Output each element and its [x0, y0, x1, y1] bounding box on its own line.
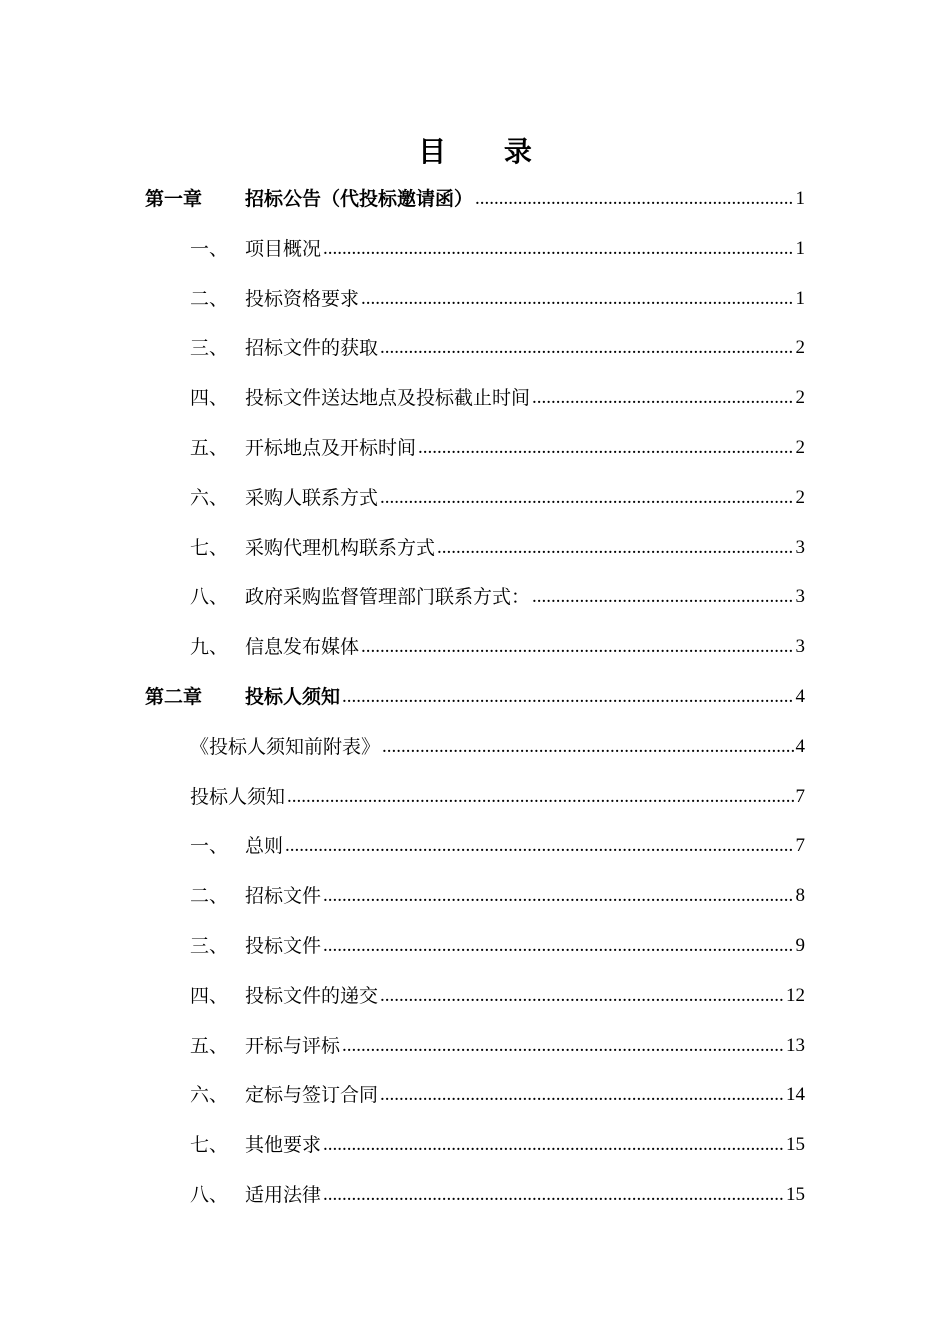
toc-entry-page-number: 1	[795, 188, 805, 209]
toc-dot-leader	[361, 286, 793, 312]
toc-entry-number: 五、	[190, 1034, 229, 1057]
toc-dot-leader	[380, 485, 793, 511]
toc-entry-number: 一、	[190, 835, 229, 858]
toc-entry[interactable]	[145, 1023, 805, 1059]
toc-entry[interactable]	[145, 226, 805, 262]
toc-entry-label: 《投标人须知前附表》	[190, 735, 381, 758]
toc-entry-number: 七、	[190, 536, 229, 559]
toc-entry-page-number: 8	[795, 885, 805, 907]
toc-entry-label: 招标公告（代投标邀请函）	[245, 188, 474, 210]
toc-entry-page-number: 4	[795, 686, 805, 707]
toc-entry[interactable]	[145, 923, 805, 959]
toc-entry-number: 五、	[190, 437, 229, 459]
toc-entry-number: 一、	[190, 237, 229, 260]
toc-entry[interactable]	[145, 674, 805, 710]
toc-entry[interactable]	[145, 774, 805, 810]
toc-dot-leader	[532, 584, 793, 610]
toc-entry[interactable]	[145, 873, 805, 909]
toc-dot-leader	[361, 634, 793, 660]
toc-entry[interactable]	[145, 525, 805, 561]
toc-entry-page-number: 2	[795, 387, 805, 409]
toc-entry[interactable]	[145, 425, 805, 461]
toc-entry-page-number: 3	[795, 536, 805, 558]
toc-dot-leader	[323, 1182, 784, 1208]
toc-entry-page-number: 7	[795, 835, 805, 857]
toc-entry-label: 定标与签订合同	[245, 1084, 379, 1107]
toc-entry[interactable]	[145, 973, 805, 1009]
toc-entry-label: 开标地点及开标时间	[245, 437, 417, 459]
toc-dot-leader	[285, 833, 793, 859]
toc-entry-label: 投标文件送达地点及投标截止时间	[245, 387, 531, 410]
toc-entry[interactable]	[145, 1122, 805, 1158]
toc-entry[interactable]	[145, 1072, 805, 1108]
toc-entry-number: 三、	[190, 935, 229, 957]
toc-entry[interactable]	[145, 823, 805, 859]
toc-title: 目 录	[418, 135, 556, 168]
toc-entry[interactable]	[145, 325, 805, 361]
toc-entry-page-number: 3	[795, 636, 805, 658]
toc-entry-page-number: 2	[795, 337, 805, 359]
toc-entry[interactable]	[145, 375, 805, 411]
toc-entry-label: 投标文件的递交	[245, 984, 379, 1007]
toc-entry[interactable]	[145, 1172, 805, 1208]
toc-entry-label: 招标文件	[245, 885, 322, 908]
toc-entry-number: 二、	[190, 885, 229, 908]
toc-entry-number: 八、	[190, 1184, 229, 1206]
toc-entry-label: 开标与评标	[245, 1034, 341, 1057]
toc-entry-page-number: 3	[795, 586, 805, 608]
toc-entry-label: 项目概况	[245, 237, 322, 260]
toc-entry-label: 投标人须知	[245, 686, 341, 708]
toc-entry-number: 七、	[190, 1134, 229, 1157]
toc-entry-page-number: 15	[786, 1184, 805, 1205]
toc-dot-leader	[382, 734, 793, 760]
toc-entry-page-number: 13	[786, 1034, 805, 1056]
toc-entry-number: 四、	[190, 387, 229, 410]
toc-entry[interactable]	[145, 276, 805, 312]
toc-entry-number: 第一章	[145, 188, 203, 210]
toc-entry-number: 九、	[190, 636, 229, 659]
toc-entry-number: 六、	[190, 486, 229, 509]
toc-entry-page-number: 1	[795, 237, 805, 259]
toc-entry-label: 投标人须知	[190, 785, 286, 808]
toc-entry-number: 第二章	[145, 686, 203, 708]
toc-entry-page-number: 2	[795, 437, 805, 458]
toc-entry-page-number: 7	[795, 785, 805, 807]
toc-dot-leader	[323, 933, 793, 959]
toc-entry-label: 采购人联系方式	[245, 486, 379, 509]
toc-dot-leader	[475, 186, 793, 212]
toc-dot-leader	[437, 535, 793, 561]
toc-entry-number: 三、	[190, 337, 229, 360]
toc-dot-leader	[342, 1033, 784, 1059]
toc-entry-page-number: 2	[795, 486, 805, 508]
toc-dot-leader	[323, 883, 793, 909]
toc-entry-label: 适用法律	[245, 1184, 322, 1206]
toc-entry[interactable]	[145, 624, 805, 660]
toc-dot-leader	[380, 983, 784, 1009]
toc-dot-leader	[323, 1132, 784, 1158]
toc-entry-page-number: 4	[795, 735, 805, 757]
toc-entry-label: 招标文件的获取	[245, 337, 379, 360]
toc-entry-number: 八、	[190, 586, 229, 609]
toc-entry[interactable]	[145, 724, 805, 760]
toc-entry-number: 二、	[190, 287, 229, 310]
toc-entry[interactable]	[145, 574, 805, 610]
toc-entry-page-number: 1	[795, 287, 805, 309]
toc-entry-label: 信息发布媒体	[245, 636, 360, 659]
toc-dot-leader	[380, 335, 793, 361]
toc-entry-label: 采购代理机构联系方式	[245, 536, 436, 559]
toc-dot-leader	[323, 236, 793, 262]
toc-entry-label: 投标资格要求	[245, 287, 360, 310]
toc-entry[interactable]	[145, 176, 805, 212]
toc-entry-number: 四、	[190, 984, 229, 1007]
toc-entry-number: 六、	[190, 1084, 229, 1107]
toc-entry-page-number: 15	[786, 1134, 805, 1156]
toc-entry-page-number: 12	[786, 984, 805, 1006]
toc-entry-label: 政府采购监督管理部门联系方式：	[245, 586, 531, 609]
toc-entry-label: 其他要求	[245, 1134, 322, 1157]
toc-entry-label: 投标文件	[245, 935, 322, 957]
toc-dot-leader	[380, 1082, 784, 1108]
toc-dot-leader	[418, 435, 793, 461]
toc-entry[interactable]	[145, 475, 805, 511]
toc-entry-page-number: 9	[795, 935, 805, 956]
toc-entry-page-number: 14	[786, 1084, 805, 1106]
toc-dot-leader	[342, 684, 793, 710]
toc-dot-leader	[287, 784, 793, 810]
toc-dot-leader	[532, 385, 793, 411]
toc-entry-label: 总则	[245, 835, 284, 858]
